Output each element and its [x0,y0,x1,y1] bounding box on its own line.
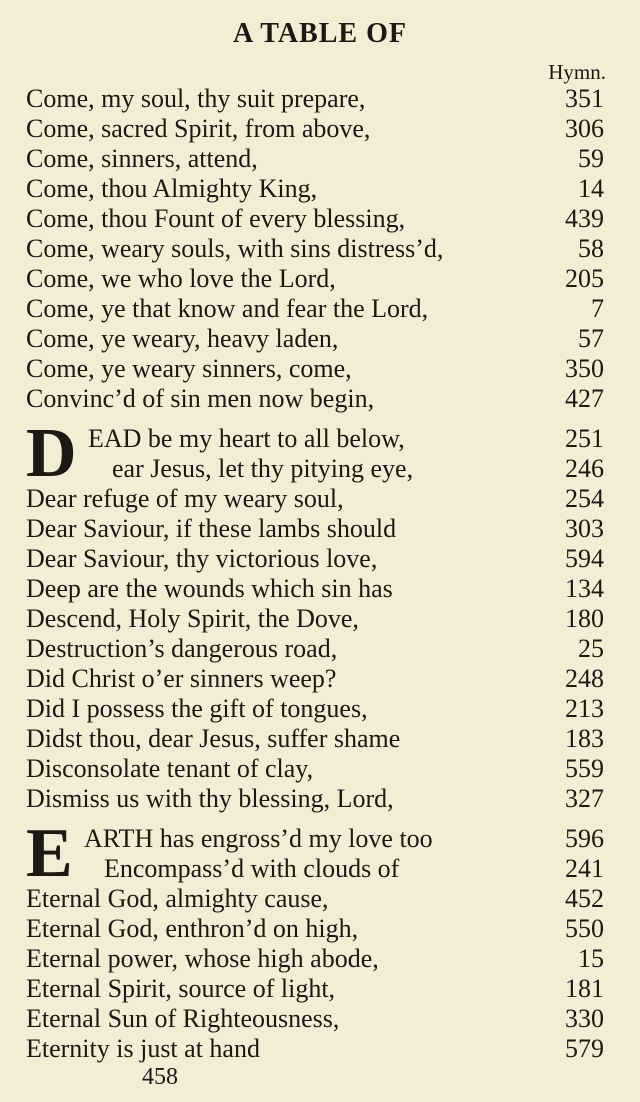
hymn-number: 330 [565,1004,604,1033]
index-entry [0,264,640,294]
index-entry [0,294,640,324]
index-entry [0,1034,640,1064]
first-line: Come, ye weary sinners, come, [26,354,352,383]
hymn-number: 251 [565,424,604,453]
index-entry [0,174,640,204]
index-entry [0,724,640,754]
first-line: Dear Saviour, if these lambs should [26,514,397,543]
first-line: Didst thou, dear Jesus, suffer shame [26,724,401,753]
hymn-number: 248 [565,664,604,693]
first-line: Dear refuge of my weary soul, [26,484,344,513]
hymn-number: 246 [565,454,604,483]
hymn-number: 205 [565,264,604,293]
index-entry [0,854,640,884]
hymn-number: 183 [565,724,604,753]
hymn-column-header: Hymn. [548,60,606,84]
hymn-number: 254 [565,484,604,513]
hymn-number: 306 [565,114,604,143]
first-line: Eternal power, whose high abode, [26,944,379,973]
page-title: A TABLE OF [233,18,407,49]
first-line: Dear Saviour, thy victorious love, [26,544,378,573]
index-entry [0,454,640,484]
index-entry [0,204,640,234]
index-entry [0,824,640,854]
hymn-number: 427 [565,384,604,413]
page-number: 458 [142,1064,178,1090]
hymn-number: 550 [565,914,604,943]
first-line: EAD be my heart to all below, [88,424,405,453]
hymn-number: 181 [565,974,604,1003]
index-entry [0,484,640,514]
hymn-number: 58 [578,234,604,263]
first-line: Disconsolate tenant of clay, [26,754,314,783]
hymn-number: 439 [565,204,604,233]
hymn-number: 25 [578,634,604,663]
first-line: Come, sinners, attend, [26,144,258,173]
index-entry [0,144,640,174]
index-entry [0,754,640,784]
first-line: Come, ye that know and fear the Lord, [26,294,429,323]
first-line: Descend, Holy Spirit, the Dove, [26,604,359,633]
index-entry [0,424,640,454]
first-line: Did I possess the gift of tongues, [26,694,368,723]
index-entry [0,1004,640,1034]
index-entry [0,384,640,414]
first-line: Dismiss us with thy blessing, Lord, [26,784,394,813]
first-line: Come, sacred Spirit, from above, [26,114,371,143]
first-line: Eternal Sun of Righteousness, [26,1004,340,1033]
hymn-number: 241 [565,854,604,883]
hymn-number: 59 [578,144,604,173]
hymn-number: 327 [565,784,604,813]
first-line: Come, my soul, thy suit prepare, [26,84,366,113]
index-entry [0,234,640,264]
index-entry [0,544,640,574]
first-line: Deep are the wounds which sin has [26,574,393,603]
hymn-number: 303 [565,514,604,543]
index-entry [0,354,640,384]
hymn-number: 213 [565,694,604,723]
hymn-number: 180 [565,604,604,633]
index-entry [0,324,640,354]
hymn-number: 594 [565,544,604,573]
index-entry [0,634,640,664]
first-line: Come, weary souls, with sins distress’d, [26,234,444,263]
first-line: Did Christ o’er sinners weep? [26,664,337,693]
first-line: Eternity is just at hand [26,1034,260,1063]
hymn-number: 7 [591,294,604,323]
hymn-number: 452 [565,884,604,913]
index-entry [0,84,640,114]
index-entry [0,514,640,544]
hymn-number: 57 [578,324,604,353]
hymn-number: 596 [565,824,604,853]
first-line: Come, ye weary, heavy laden, [26,324,339,353]
first-line: Eternal Spirit, source of light, [26,974,336,1003]
hymn-number: 134 [565,574,604,603]
hymn-number: 351 [565,84,604,113]
index-entry [0,604,640,634]
hymn-number: 15 [578,944,604,973]
drop-cap-d: D [26,415,77,492]
hymn-number: 579 [565,1034,604,1063]
hymn-number: 14 [578,174,604,203]
index-entry [0,574,640,604]
first-line: ARTH has engross’d my love too [84,824,433,853]
first-line: Eternal God, enthron’d on high, [26,914,359,943]
first-line: Come, thou Fount of every blessing, [26,204,406,233]
first-line: Encompass’d with clouds of [104,854,400,883]
first-line: Come, thou Almighty King, [26,174,318,203]
index-entry [0,974,640,1004]
index-entry [0,914,640,944]
first-line: Convinc’d of sin men now begin, [26,384,375,413]
first-line: ear Jesus, let thy pitying eye, [112,454,414,483]
hymn-number: 559 [565,754,604,783]
index-entry [0,944,640,974]
first-line: Eternal God, almighty cause, [26,884,329,913]
drop-cap-e: E [26,815,73,892]
first-line: Destruction’s dangerous road, [26,634,338,663]
index-entry [0,664,640,694]
first-line: Come, we who love the Lord, [26,264,336,293]
index-entry [0,784,640,814]
index-entry [0,884,640,914]
index-entry [0,114,640,144]
index-entry [0,694,640,724]
hymn-number: 350 [565,354,604,383]
